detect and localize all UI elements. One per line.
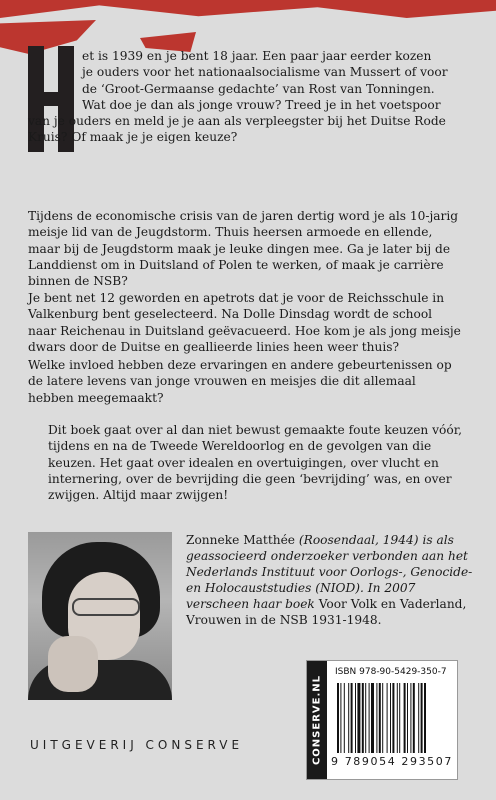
author-affiliation: is als geassocieerd onderzoeker verbonden aan het Nederlands Instituut voor Oorlogs-, Genocide- en Holocauststudies (NIOD). bbox=[186, 533, 473, 596]
barcode-bar bbox=[348, 683, 349, 753]
barcode-bar bbox=[382, 683, 383, 753]
barcode-bar bbox=[369, 683, 370, 753]
barcode-bar bbox=[357, 683, 360, 753]
barcode-bar bbox=[344, 683, 345, 753]
author-birth: (Roosendaal, 1944) bbox=[298, 533, 423, 547]
barcode-bar bbox=[355, 683, 356, 753]
paint-stroke-top bbox=[0, 0, 496, 18]
barcode-bar bbox=[421, 683, 423, 753]
barcode-bar bbox=[365, 683, 366, 753]
barcode-bar bbox=[390, 683, 391, 753]
barcode-bar bbox=[379, 683, 381, 753]
barcode-panel bbox=[306, 660, 458, 780]
author-publication-prefix: In 2007 verscheen haar boek bbox=[186, 581, 416, 612]
barcode-bars bbox=[337, 683, 449, 753]
publisher-name: UITGEVERIJ CONSERVE bbox=[30, 738, 244, 752]
barcode-bar bbox=[392, 683, 394, 753]
author-photo bbox=[28, 532, 172, 700]
paragraph-summary: Dit boek gaat over al dan niet bewust gemaakte foute keuzen vóór, tijdens en na de Tweede Wereldoorlog en de gevolgen van die keuzen. Het gaat over idealen en overtuigingen, over vlucht en internering, over de bevrijding die geen ‘bevrijding’ was, en over zwijgen. Altijd maar zwijgen! bbox=[48, 423, 463, 503]
isbn-label: ISBN 978-90-5429-350-7 bbox=[335, 667, 447, 677]
intro-line: de ‘Groot-Germaanse gedachte’ van Rost van Tonningen. bbox=[82, 81, 435, 96]
intro-line: et is 1939 en je bent 18 jaar. Een paar jaar eerder kozen bbox=[82, 49, 432, 63]
barcode-bar bbox=[410, 683, 411, 753]
paragraph-reichsschule: Je bent net 12 geworden en apetrots dat je voor de Reichsschule in Valkenburg bent geselecteerd. Na Dolle Dinsdag wordt de school naar Reichenau in Duitsland geëvacueerd. Hoe kom je als jong meisje dwars door de Duitse en geallieerde linies heen weer thuis? bbox=[28, 291, 461, 354]
author-book-title: Voor Volk en Vaderland, Vrouwen in de NSB 1931-1948. bbox=[186, 597, 467, 628]
intro-line: van je ouders en meld je je aan als verpleegster bij het Duitse Rode bbox=[28, 114, 446, 129]
barcode-bar bbox=[399, 683, 400, 753]
barcode-bar bbox=[371, 683, 374, 753]
barcode-digits: 9 789054 293507 bbox=[331, 755, 453, 768]
paragraph-jeugdstorm: Tijdens de economische crisis van de jaren dertig word je als 10-jarig meisje lid van de Jeugdstorm. Thuis heersen armoede en ellende, maar bij de Jeugdstorm maak je leuke dingen mee. Ga je later bij de Landdienst om in Duitsland of Polen te werken, of maak je carrière binnen de NSB? bbox=[28, 209, 459, 289]
barcode-bar bbox=[351, 683, 353, 753]
intro-line: Wat doe je dan als jonge vrouw? Treed je in het voetspoor bbox=[82, 97, 441, 112]
intro-paragraph bbox=[28, 48, 464, 146]
paragraph-invloed: Welke invloed hebben deze ervaringen en andere gebeurtenissen op de latere levens van jonge vrouwen en meisjes die dit allemaal hebben meegemaakt? bbox=[28, 358, 452, 405]
barcode-bar bbox=[424, 683, 426, 753]
barcode-bar bbox=[337, 683, 339, 753]
brand-strip: CONSERVE.NL bbox=[307, 661, 327, 779]
author-name: Zonneke Matthée bbox=[186, 533, 299, 547]
barcode-bar bbox=[418, 683, 419, 753]
author-bio bbox=[186, 532, 476, 629]
barcode-bar bbox=[387, 683, 388, 753]
barcode-bar bbox=[340, 683, 341, 753]
barcode-bar bbox=[362, 683, 364, 753]
intro-line: Kruis? Of maak je je eigen keuze? bbox=[28, 130, 238, 145]
barcode-bar bbox=[407, 683, 408, 753]
barcode-bar bbox=[397, 683, 398, 753]
barcode-bar bbox=[376, 683, 377, 753]
intro-line: je ouders voor het nationaalsocialisme van Mussert of voor bbox=[82, 65, 448, 80]
barcode-bar bbox=[404, 683, 406, 753]
barcode-bar bbox=[413, 683, 415, 753]
